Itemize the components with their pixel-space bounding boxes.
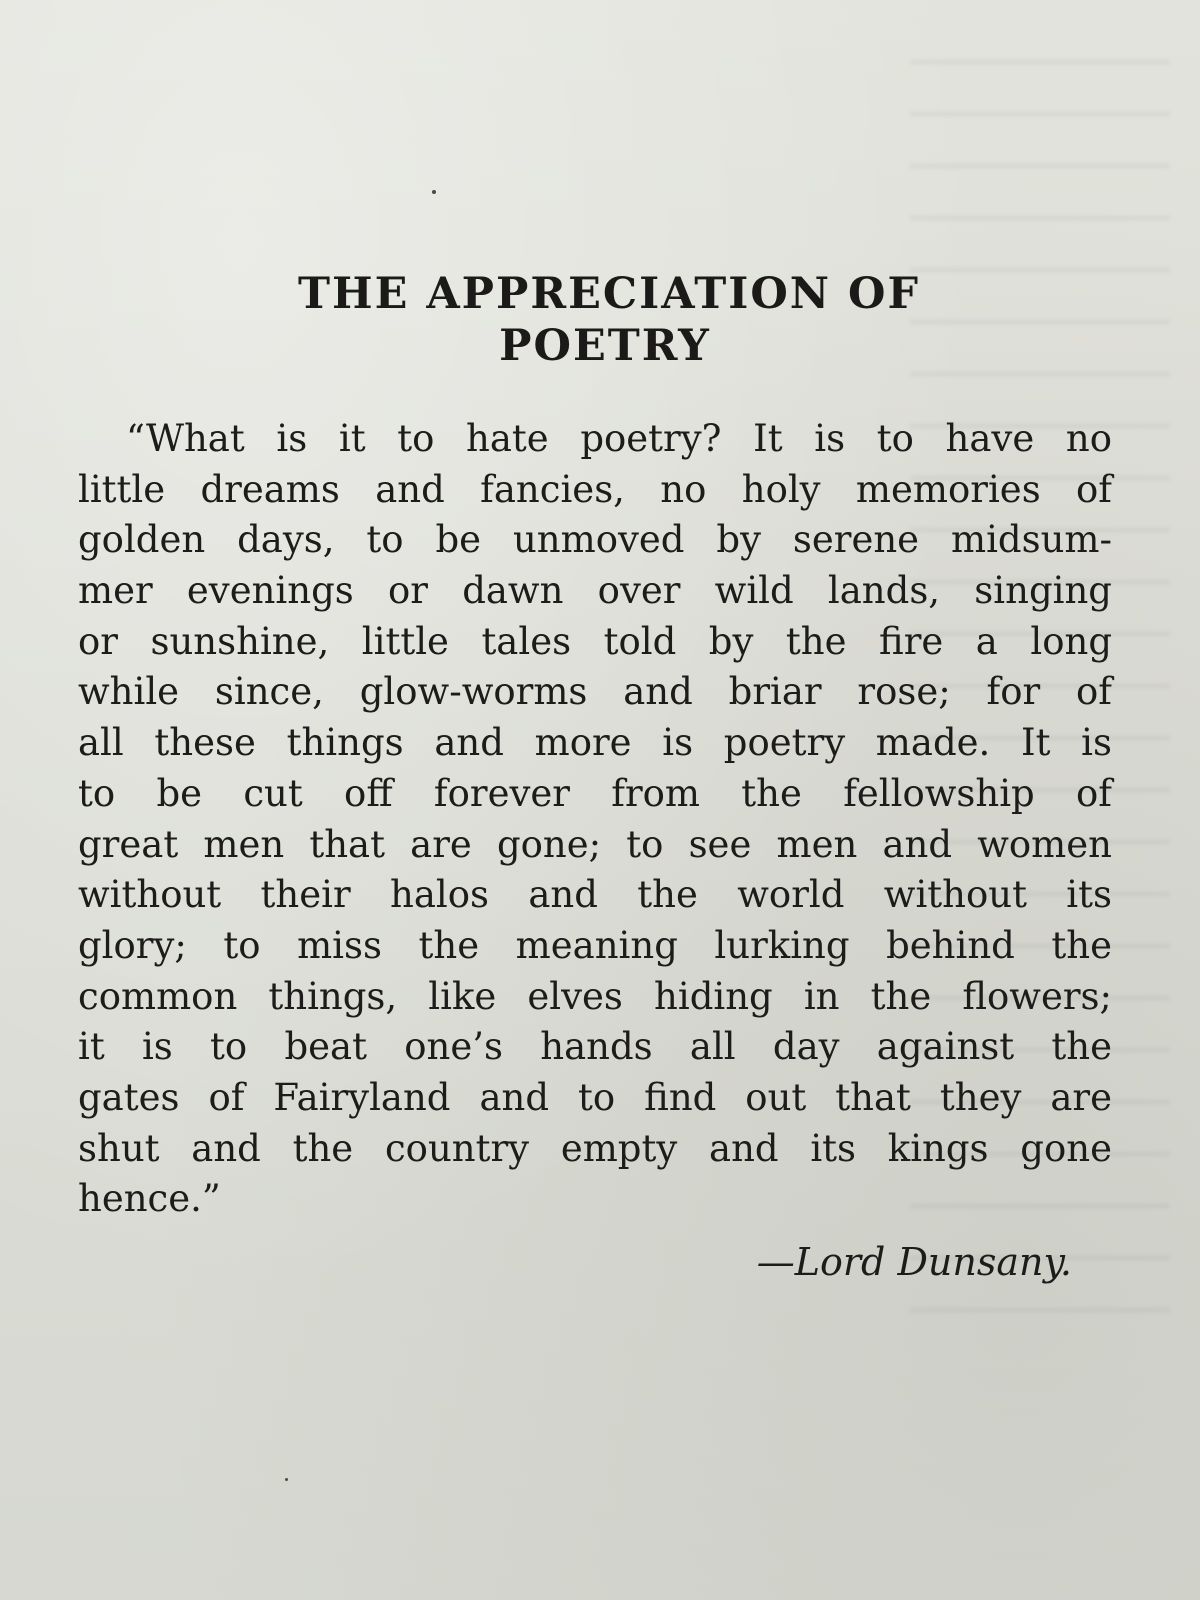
quote-line: little dreams and fancies, no holy memories of <box>78 467 1112 511</box>
quote-line: gates of Fairyland and to find out that they are <box>78 1075 1112 1119</box>
quote-line: mer evenings or dawn over wild lands, singing <box>78 569 1112 613</box>
quote-line: golden days, to be unmoved by serene midsum- <box>78 518 1112 562</box>
title-line: THE APPRECIATION OF <box>297 269 921 319</box>
quote-paragraph <box>78 414 1112 1225</box>
paper-speck <box>285 1478 288 1481</box>
quote-line: glory; to miss the meaning lurking behind the <box>78 923 1112 967</box>
quote-line: great men that are gone; to see men and women <box>78 822 1112 866</box>
quote-attribution: —Lord Dunsany. <box>756 1240 1072 1284</box>
quote-line: to be cut off forever from the fellowship of <box>78 771 1112 815</box>
paper-speck <box>432 190 436 194</box>
quote-line: all these things and more is poetry made. It is <box>78 721 1112 765</box>
quote-line: while since, glow-worms and briar rose; for of <box>78 670 1112 714</box>
page-title <box>0 268 1200 372</box>
quote-line: shut and the country empty and its kings gone <box>78 1126 1112 1170</box>
quote-line: or sunshine, little tales told by the fire a long <box>78 619 1112 663</box>
quote-line: common things, like elves hiding in the flowers; <box>78 974 1112 1018</box>
title-line: POETRY <box>499 321 711 371</box>
quote-line: hence.” <box>78 1177 221 1221</box>
quote-line: “What is it to hate poetry? It is to have no <box>126 417 1112 460</box>
quote-line: it is to beat one’s hands all day against the <box>78 1025 1112 1069</box>
quote-line: without their halos and the world without its <box>78 873 1112 917</box>
